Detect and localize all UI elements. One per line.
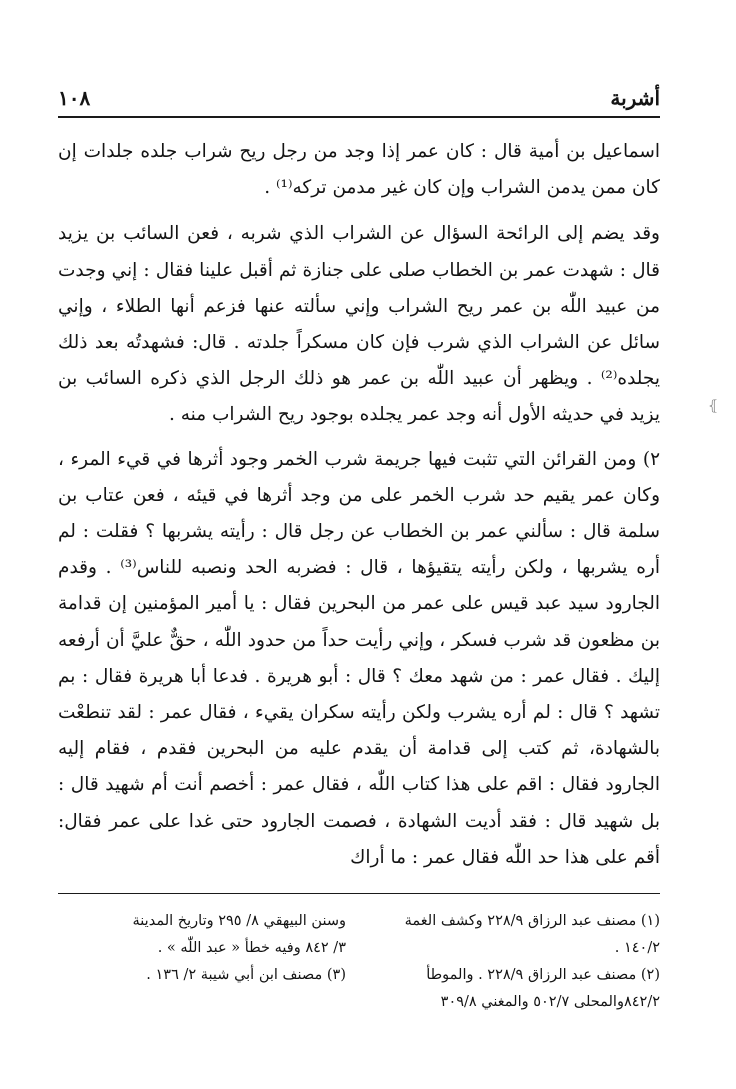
footnote-line: (١) مصنف عبد الرزاق ٢٢٨/٩ وكشف الغمة	[404, 913, 660, 929]
footnote-line: ٣/ ٨٤٢ وفيه خطأ « عبد اللّٰه » .	[157, 940, 346, 956]
margin-mark: ⦃	[708, 398, 719, 414]
paragraph-1: اسماعيل بن أمية قال : كان عمر إذا وجد من رجل ريح شراب جلده جلدات إن كان ممن يدمن الشراب وإن كان غير مدمن تركه⁽¹⁾ .	[58, 141, 660, 199]
body-text	[58, 134, 660, 884]
page-header	[58, 86, 660, 114]
footnotes	[58, 908, 660, 1016]
footnote-line: (٢) مصنف عبد الرزاق ٢٢٨/٩ . والموطأ	[426, 967, 660, 983]
footnotes-left-column	[58, 908, 346, 1016]
footnotes-right-column	[372, 908, 660, 1016]
footnote-line: ٨٤٢/٢والمحلى ٥٠٢/٧ والمغني ٣٠٩/٨	[440, 994, 660, 1010]
header-rule	[58, 116, 660, 118]
page-number: ١٠٨	[58, 86, 91, 110]
footnote-line: (٣) مصنف ابن أبي شيبة ٢/ ١٣٦ .	[146, 967, 346, 983]
footnote-line: وسنن البيهقي ٨/ ٢٩٥ وتاريخ المدينة	[132, 913, 346, 929]
paragraph-3: ٢) ومن القرائن التي تثبت فيها جريمة شرب الخمر وجود أثرها في قيء المرء ، وكان عمر يقيم حد شرب الخمر على من وجد أثرها في قيئه ، فعن عتاب بن سلمة قال : سألني عمر بن الخطاب عن رجل قال : رأيته يشربها ؟ فقلت : لم أره يشربها ، ولكن رأيته يتقيؤها ، قال : فضربه الحد ونصبه للناس⁽³⁾ . وقدم الجارود سيد عبد قيس على عمر من البحرين فقال : يا أمير المؤمنين إن قدامة بن مظعون قد شرب فسكر ، وإني رأيت حداً من حدود اللّٰه ، حقٌّ عليَّ أن أرفعه إليك . فقال عمر : من شهد معك ؟ قال : أبو هريرة . فدعا أبا هريرة فقال : بم تشهد ؟ قال : لم أره يشرب ولكن رأيته سكران يقيء ، فقال عمر : لقد تنطعْت بالشهادة، ثم كتب إلى قدامة أن يقدم عليه من البحرين فقدم ، فقام إليه الجارود فقال : اقم على هذا كتاب اللّٰه ، فقال عمر : أخصم أنت أم شهيد قال : بل شهيد قال : فقد أديت الشهادة ، فصمت الجارود حتى غدا على عمر فقال: أقم على هذا حد اللّٰه فقال عمر : ما أراك	[58, 448, 660, 868]
paragraph-2: وقد يضم إلى الرائحة السؤال عن الشراب الذي شربه ، فعن السائب بن يزيد قال : شهدت عمر بن الخطاب صلى على جنازة ثم أقبل علينا فقال : إني وجدت من عبيد اللّٰه بن عمر ريح الشراب وإني سألته عنها فزعم أنها الطلاء ، وإني سائل عن الشراب الذي شرب فإن كان مسكراً جلدته . قال: فشهدتُه بعد ذلك يجلده⁽²⁾ . ويظهر أن عبيد اللّٰه بن عمر هو ذلك الرجل الذي ذكره السائب بن يزيد في حديثه الأول أنه وجد عمر يجلده بوجود ريح الشراب منه .	[58, 223, 660, 426]
footnote-rule	[58, 893, 660, 894]
footnote-line: ١٤٠/٢ .	[614, 940, 660, 956]
running-title: أشربة	[610, 86, 660, 110]
